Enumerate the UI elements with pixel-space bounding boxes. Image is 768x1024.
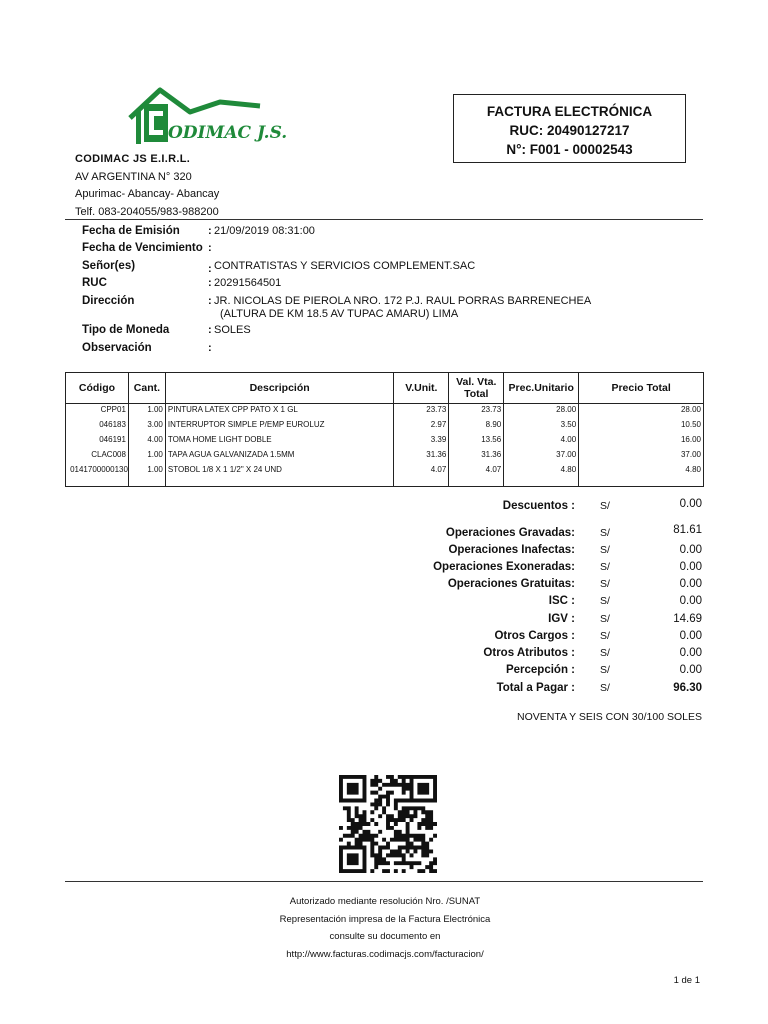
table-row: 0141700000130 1.00 STOBOL 1/8 X 1 1/2" X 24 UND 4.07 4.07 4.80 4.80: [66, 464, 704, 487]
company-address: AV ARGENTINA N° 320: [75, 170, 192, 183]
header-divider: [65, 219, 703, 220]
table-row: CLAC008 1.00 TAPA AGUA GALVANIZADA 1.5MM 31.36 31.36 37.00 37.00: [66, 449, 704, 464]
qr-code: [339, 775, 437, 873]
total-otros-atributos: Otros Atributos : S/ 0.00: [483, 647, 702, 659]
total-inafectas: Operaciones Inafectas: S/ 0.00: [448, 544, 702, 556]
invoice-type: FACTURA ELECTRÓNICA: [486, 104, 653, 119]
footer-representation: Representación impresa de la Factura Electrónica: [279, 913, 491, 925]
footer-resolution: Autorizado mediante resolución Nro. /SUNAT: [289, 896, 481, 907]
table-row: 046191 4.00 TOMA HOME LIGHT DOBLE 3.39 13.56 4.00 16.00: [66, 434, 704, 449]
page-number: 1 de 1: [673, 975, 700, 986]
company-name: CODIMAC JS E.I.R.L.: [75, 153, 191, 165]
total-gravadas: Operaciones Gravadas: S/ 81.61: [445, 524, 702, 539]
company-info: [75, 151, 219, 221]
amount-in-words: NOVENTA Y SEIS CON 30/100 SOLES: [516, 711, 702, 723]
total-igv: IGV : S/ 14.69: [548, 613, 702, 625]
invoice-number: N°: F001 - 00002543: [506, 142, 633, 157]
total-isc: ISC : S/ 0.00: [548, 595, 702, 607]
table-row: 046183 3.00 INTERRUPTOR SIMPLE P/EMP EUROLUZ 2.97 8.90 3.50 10.50: [66, 419, 704, 434]
total-exoneradas: Operaciones Exoneradas: S/ 0.00: [433, 561, 702, 573]
total-a-pagar: Total a Pagar : S/ 96.30: [496, 682, 702, 694]
col-v-unit: V.Unit.: [394, 373, 449, 404]
col-cant: Cant.: [128, 373, 165, 404]
company-logo: [128, 82, 288, 148]
footer-consult: consulte su documento en: [329, 931, 441, 942]
col-descripcion: Descripción: [165, 373, 393, 404]
logo-text: ODIMAC J.S.: [168, 123, 288, 143]
table-row: CPP01 1.00 PINTURA LATEX CPP PATO X 1 GL 23.73 23.73 28.00 28.00: [66, 404, 704, 420]
table-header-row: [66, 373, 704, 404]
col-val-vta-total: Val. Vta. Total: [449, 373, 504, 404]
col-precio-total: Precio Total: [579, 373, 704, 404]
direccion-line-1: JR. NICOLAS DE PIEROLA NRO. 172 P.J. RAUL PORRAS BARRENECHEA: [214, 295, 592, 307]
footer-text: [200, 893, 570, 963]
total-percepcion: Percepción : S/ 0.00: [505, 664, 702, 676]
footer-url: http://www.facturas.codimacjs.com/facturacion/: [286, 948, 484, 960]
col-codigo: Código: [66, 373, 129, 404]
total-descuentos: Descuentos : S/ 0.00: [502, 498, 702, 512]
company-phone: Telf. 083-204055/983-988200: [75, 205, 219, 218]
footer-divider: [65, 881, 703, 882]
company-location: Apurimac- Abancay- Abancay: [75, 188, 220, 200]
total-gratuitas: Operaciones Gratuitas: S/ 0.00: [447, 578, 702, 590]
total-otros-cargos: Otros Cargos : S/ 0.00: [494, 630, 702, 642]
col-prec-unitario: Prec.Unitario: [504, 373, 579, 404]
invoice-ruc: RUC: 20490127217: [509, 123, 630, 138]
direccion-line-2: (ALTURA DE KM 18.5 AV TUPAC AMARU) LIMA: [220, 307, 459, 320]
items-table: [65, 372, 704, 487]
invoice-header-box: [453, 94, 686, 163]
